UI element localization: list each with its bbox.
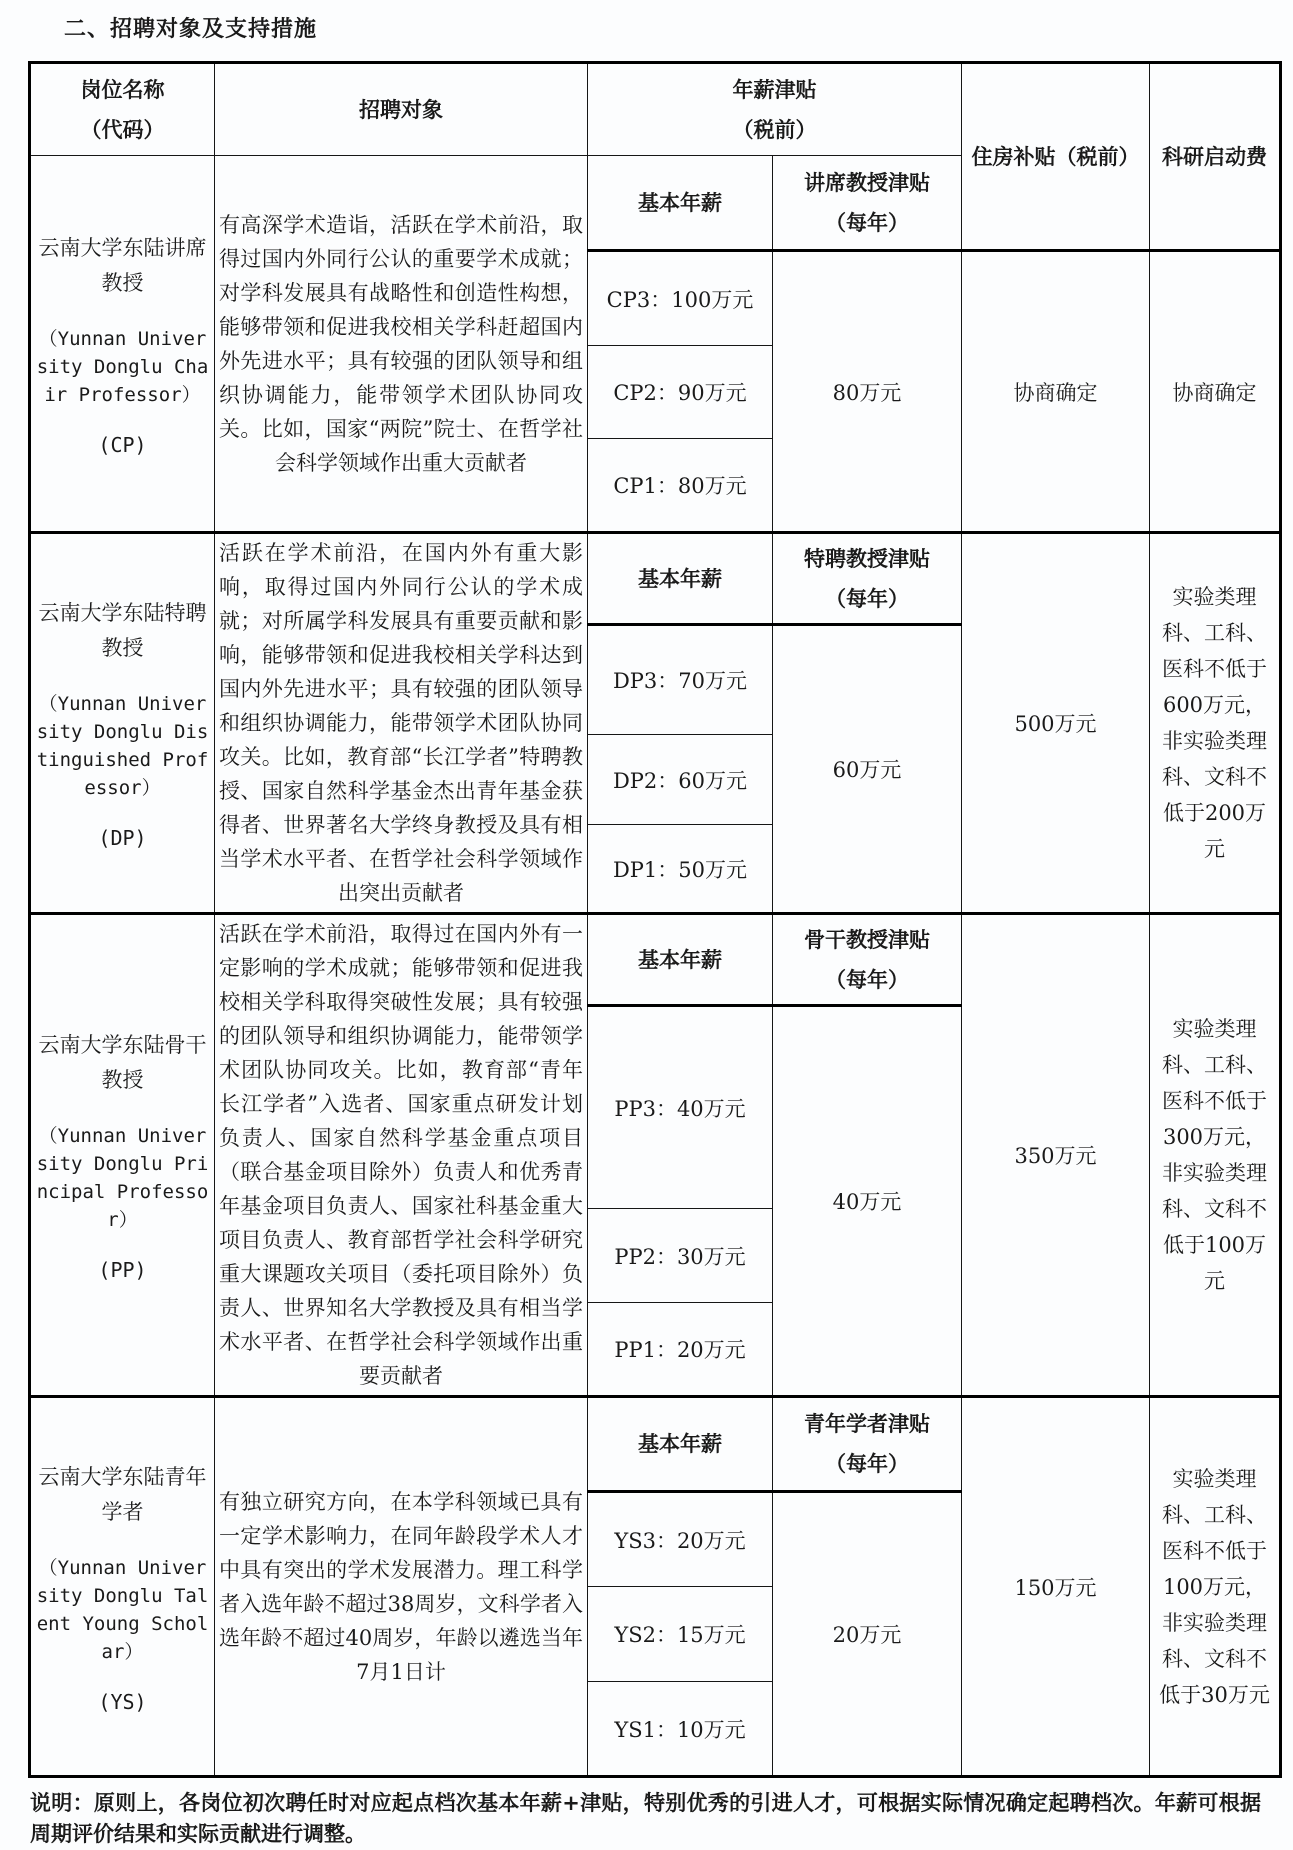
dp-allowance-value: 60万元 [773, 625, 962, 914]
ys-research-value: 实验类理科、工科、医科不低于100万元，非实验类理科、文科不低于30万元 [1150, 1397, 1281, 1777]
ys-allowance-label [773, 1397, 962, 1492]
dp-tier2-value: DP2：60万元 [588, 735, 773, 825]
cp-tier2-value: CP2：90万元 [588, 346, 773, 439]
ys-housing-value: 150万元 [962, 1397, 1150, 1777]
ys-tier2-value: YS2：15万元 [588, 1587, 773, 1682]
cp-allowance-value: 80万元 [773, 251, 962, 533]
pp-tier3-value: PP3：40万元 [588, 1006, 773, 1209]
position-code: (PP) [98, 1258, 147, 1282]
cp-housing-value: 协商确定 [962, 251, 1150, 533]
pp-subheader-row [30, 914, 1281, 1006]
dp-allowance-label-line2: （每年） [825, 585, 909, 611]
cp-allowance-label-line1: 讲席教授津贴 [804, 169, 930, 195]
cp-allowance-label [773, 156, 962, 251]
note-text: 说明：原则上，各岗位初次聘任时对应起点档次基本年薪+津贴，特别优秀的引进人才，可根据实际情况确定起聘档次。年薪可根据周期评价结果和实际贡献进行调整。 [30, 1791, 1261, 1846]
pp-tier2-value: PP2：30万元 [588, 1209, 773, 1303]
description-cell-ys: 有独立研究方向，在本学科领域已具有一定学术影响力，在同年龄段学术人才中具有突出的学术发展潜力。理工科学者入选年龄不超过38周岁，文科学者入选年龄不超过40周岁，年龄以遴选当年7月1日计 [215, 1397, 588, 1777]
ys-allowance-value: 20万元 [773, 1492, 962, 1777]
pp-allowance-value: 40万元 [773, 1006, 962, 1397]
position-code: (YS) [98, 1689, 147, 1714]
position-cell-pp [30, 914, 215, 1397]
pp-tier1-value: PP1：20万元 [588, 1303, 773, 1397]
pp-allowance-label-line1: 骨干教授津贴 [804, 926, 930, 952]
dp-allowance-label-line1: 特聘教授津贴 [804, 545, 930, 571]
dp-base-salary-label: 基本年薪 [588, 533, 773, 625]
position-code: (DP) [98, 826, 147, 850]
ys-allowance-label-line2: （每年） [825, 1451, 909, 1476]
position-name-en: （Yunnan University Donglu Chair Professor） [36, 327, 209, 406]
position-cell-cp [30, 156, 215, 533]
ys-tier1-value: YS1：10万元 [588, 1682, 773, 1777]
description-cell-pp: 活跃在学术前沿，取得过在国内外有一定影响的学术成就；能够带领和促进我校相关学科取得突破性发展；具有较强的团队领导和组织协调能力，能带领学术团队协同攻关。比如，教育部“青年长江学者”入选者、国家重点研发计划负责人、国家自然科学基金重点项目（联合基金项目除外）负责人和优秀青年基金项目负责人、国家社科基金重大项目负责人、教育部哲学社会科学研究重大课题攻关项目（委托项目除外）负责人、世界知名大学教授及具有相当学术水平者、在哲学社会科学领域作出重要贡献者 [215, 914, 588, 1397]
page-title: 二、招聘对象及支持措施 [64, 17, 318, 42]
dp-tier3-value: DP3：70万元 [588, 625, 773, 735]
ys-tier3-value: YS3：20万元 [588, 1492, 773, 1587]
pp-allowance-label [773, 914, 962, 1006]
cp-base-salary-label: 基本年薪 [588, 156, 773, 251]
cp-research-value: 协商确定 [1150, 251, 1281, 533]
dp-subheader-row [30, 533, 1281, 625]
cp-allowance-label-line2: （每年） [825, 209, 909, 235]
position-name-cn: 云南大学东陆青年学者 [38, 1464, 207, 1524]
header-position-line2: （代码） [80, 116, 165, 142]
header-salary-line2: （税前） [732, 116, 817, 142]
position-name-cn: 云南大学东陆特聘教授 [38, 601, 207, 660]
header-position-line1: 岗位名称 [80, 76, 165, 102]
description-cell-dp: 活跃在学术前沿，在国内外有重大影响，取得过国内外同行公认的学术成就；对所属学科发展具有重要贡献和影响，能够带领和促进我校相关学科达到国内外先进水平；具有较强的团队领导和组织协调能力，能带领学术团队协同攻关。比如，教育部“长江学者”特聘教授、国家自然科学基金杰出青年基金获得者、世界著名大学终身教授及具有相当学术水平者、在哲学社会科学领域作出突出贡献者 [215, 533, 588, 914]
ys-subheader-row [30, 1397, 1281, 1492]
pp-housing-value: 350万元 [962, 914, 1150, 1397]
pp-allowance-label-line2: （每年） [825, 966, 909, 992]
position-name-cn: 云南大学东陆讲席教授 [38, 235, 207, 295]
position-name-en: （Yunnan University Donglu Distinguished Professor） [36, 693, 209, 799]
cp-tier1-value: CP1：80万元 [588, 439, 773, 533]
ys-allowance-label-line1: 青年学者津贴 [804, 1411, 930, 1436]
pp-base-salary-label: 基本年薪 [588, 914, 773, 1006]
position-name-en: （Yunnan University Donglu Talent Young Scholar） [36, 1556, 209, 1663]
ys-base-salary-label: 基本年薪 [588, 1397, 773, 1492]
position-name-cn: 云南大学东陆骨干教授 [38, 1033, 207, 1092]
header-research: 科研启动费 [1150, 63, 1281, 251]
pp-research-value: 实验类理科、工科、医科不低于300万元，非实验类理科、文科不低于100万元 [1150, 914, 1281, 1397]
dp-housing-value: 500万元 [962, 533, 1150, 914]
description-cell-cp: 有高深学术造诣，活跃在学术前沿，取得过国内外同行公认的重要学术成就；对学科发展具有战略性和创造性构想，能够带领和促进我校相关学科赶超国内外先进水平；具有较强的团队领导和组织协调能力，能带领学术团队协同攻关。比如，国家“两院”院士、在哲学社会科学领域作出重大贡献者 [215, 156, 588, 533]
recruitment-table [28, 61, 1282, 1778]
position-cell-ys [30, 1397, 215, 1777]
header-position [30, 63, 215, 156]
dp-tier1-value: DP1：50万元 [588, 825, 773, 914]
position-cell-dp [30, 533, 215, 914]
header-housing: 住房补贴（税前） [962, 63, 1150, 251]
cp-tier3-value: CP3：100万元 [588, 251, 773, 346]
table-header-row [30, 63, 1281, 156]
position-code: (CP) [98, 432, 147, 457]
header-target: 招聘对象 [215, 63, 588, 156]
header-salary [588, 63, 962, 156]
dp-allowance-label [773, 533, 962, 625]
dp-research-value: 实验类理科、工科、医科不低于600万元，非实验类理科、文科不低于200万元 [1150, 533, 1281, 914]
header-salary-line1: 年薪津贴 [732, 76, 817, 102]
position-name-en: （Yunnan University Donglu Principal Professor） [36, 1125, 209, 1231]
